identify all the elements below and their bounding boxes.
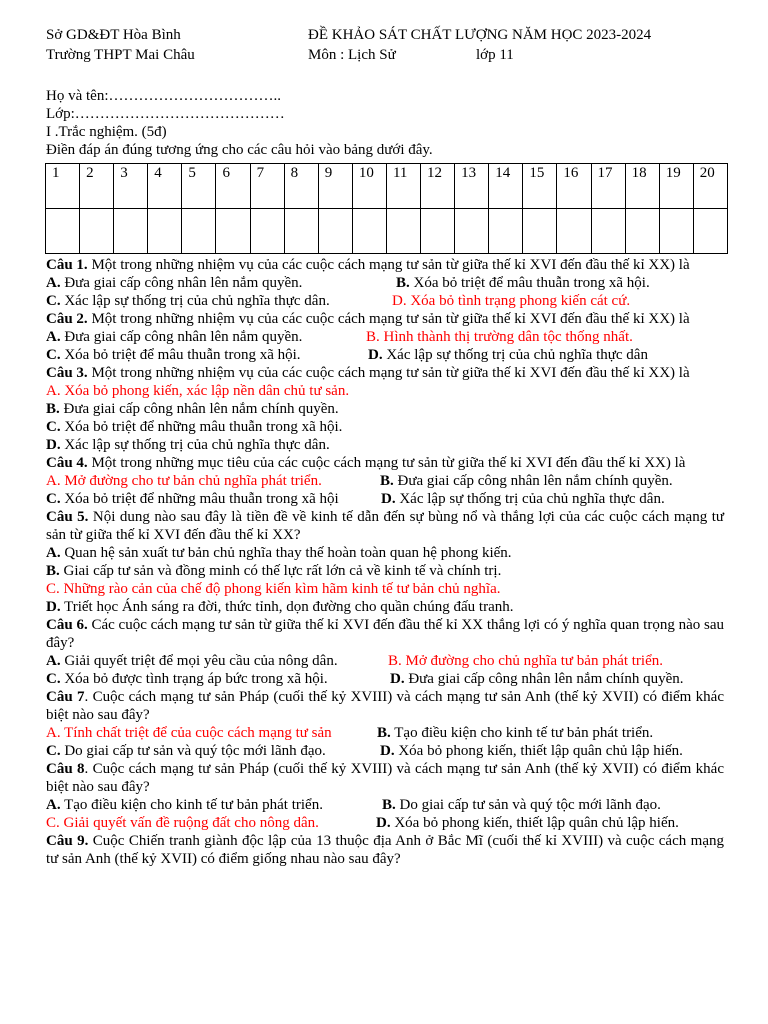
option-text: Xóa bỏ triệt để mâu thuẫn trong xã hội. xyxy=(60,347,301,363)
answer-grid-answer-cell[interactable] xyxy=(557,209,591,254)
question-text: Cuộc Chiến tranh giành độc lập của 13 thuộc địa Anh ở Bắc Mĩ (cuối thế kỉ XVIII) và cuộc cách mạng tư sản Anh (thế kỷ XVII) có điểm giống nhau nào sau đây? xyxy=(46,833,724,867)
option-letter: D. xyxy=(46,599,61,615)
answer-option xyxy=(46,599,514,615)
answer-grid-answer-cell[interactable] xyxy=(182,209,216,254)
answer-option xyxy=(381,490,665,508)
question-block xyxy=(46,760,724,832)
option-text: Triết học Ánh sáng ra đời, thức tỉnh, dọn đường cho quần chúng đấu tranh. xyxy=(60,599,514,615)
question-stem xyxy=(46,454,724,472)
answer-option xyxy=(46,815,319,831)
answer-option xyxy=(380,742,683,760)
answer-grid-number-cell: 17 xyxy=(591,164,625,209)
option-letter: C. xyxy=(46,743,61,759)
answer-option xyxy=(368,346,648,364)
option-text: Hình thành thị trường dân tộc thống nhất. xyxy=(379,329,633,345)
option-line xyxy=(46,814,724,832)
answer-option xyxy=(382,796,661,814)
option-text: Xóa bỏ phong kiến, thiết lập quân chủ lập hiến. xyxy=(390,815,679,831)
answer-grid-number-cell: 15 xyxy=(523,164,557,209)
answer-option xyxy=(376,814,679,832)
option-text: Đưa giai cấp công nhân lên nắm quyền. xyxy=(60,329,303,345)
question-block xyxy=(46,364,724,454)
answer-grid-number-cell: 10 xyxy=(352,164,386,209)
question-block xyxy=(46,454,724,508)
option-letter: A. xyxy=(46,653,61,669)
option-line xyxy=(46,580,724,598)
question-block xyxy=(46,508,724,616)
answer-grid-number-cell: 20 xyxy=(693,164,727,209)
answer-grid-answer-cell[interactable] xyxy=(523,209,557,254)
answer-option xyxy=(46,383,349,399)
answer-grid-answer-cell[interactable] xyxy=(46,209,80,254)
answer-grid-answer-row xyxy=(46,209,728,254)
answer-option xyxy=(392,292,630,310)
answer-option xyxy=(46,797,323,813)
answer-grid-number-cell: 7 xyxy=(250,164,284,209)
answer-grid-answer-cell[interactable] xyxy=(148,209,182,254)
option-line xyxy=(46,436,724,454)
option-letter: B. xyxy=(380,473,394,489)
answer-grid-number-cell: 16 xyxy=(557,164,591,209)
question-stem xyxy=(46,832,724,868)
question-text: Nội dung nào sau đây là tiền đề về kinh tế dẫn đến sự bùng nổ và thắng lợi của các cuộc cách mạng tư sản từ giữa thế kỉ XVI đến đầu thế kỉ XX? xyxy=(46,509,724,543)
question-label: Câu 9. xyxy=(46,833,89,849)
grid-instruction: Điền đáp án đúng tương ứng cho các câu hỏi vào bảng dưới đây. xyxy=(46,142,433,158)
question-block xyxy=(46,616,724,688)
option-text: Mở đường cho chủ nghĩa tư bản phát triển. xyxy=(401,653,664,669)
answer-grid-answer-cell[interactable] xyxy=(625,209,659,254)
answer-grid-answer-cell[interactable] xyxy=(318,209,352,254)
answer-option xyxy=(396,274,650,292)
answer-grid-number-cell: 2 xyxy=(80,164,114,209)
option-text: Giai cấp tư sản và đồng minh có thế lực rất lớn cả về kinh tế và chính trị. xyxy=(59,563,502,579)
option-line xyxy=(46,490,724,508)
answer-option xyxy=(377,724,653,742)
question-label: Câu 3. xyxy=(46,365,88,381)
answer-grid-answer-cell[interactable] xyxy=(421,209,455,254)
answer-grid-number-cell: 3 xyxy=(114,164,148,209)
option-text: Giải quyết triệt để mọi yêu cầu của nông dân. xyxy=(60,653,338,669)
exam-title: ĐỀ KHẢO SÁT CHẤT LƯỢNG NĂM HỌC 2023-2024 xyxy=(308,27,652,43)
question-stem xyxy=(46,364,724,382)
question-label: Câu 7 xyxy=(46,689,85,705)
answer-grid-number-cell: 13 xyxy=(455,164,489,209)
answer-grid-answer-cell[interactable] xyxy=(80,209,114,254)
option-text: Đưa giai cấp công nhân lên nắm chính quyền. xyxy=(393,473,673,489)
question-stem xyxy=(46,616,724,652)
answer-grid-answer-cell[interactable] xyxy=(693,209,727,254)
option-letter: D. xyxy=(390,671,405,687)
option-text: Tính chất triệt để của cuộc cách mạng tư sản xyxy=(60,725,332,741)
answer-grid-answer-cell[interactable] xyxy=(455,209,489,254)
answer-grid xyxy=(45,163,728,254)
subject-name: Môn : Lịch Sử xyxy=(308,47,396,63)
option-line xyxy=(46,274,724,292)
answer-option xyxy=(46,293,330,309)
student-class-line: Lớp:…………………………………… xyxy=(46,106,285,122)
question-stem xyxy=(46,760,724,796)
answer-grid-answer-cell[interactable] xyxy=(284,209,318,254)
option-letter: C. xyxy=(46,815,60,831)
answer-grid-answer-cell[interactable] xyxy=(352,209,386,254)
section-title: I .Trắc nghiệm. (5đ) xyxy=(46,124,167,140)
question-block xyxy=(46,688,724,760)
answer-option xyxy=(46,275,302,291)
answer-grid-number-cell: 6 xyxy=(216,164,250,209)
grade-label: lớp 11 xyxy=(476,47,514,63)
option-letter: D. xyxy=(376,815,391,831)
option-line xyxy=(46,346,724,364)
option-line xyxy=(46,670,724,688)
answer-option xyxy=(46,563,501,579)
answer-option xyxy=(46,545,512,561)
option-line xyxy=(46,598,724,616)
option-text: Xóa bỏ triệt để những mâu thuẫn trong xã hội. xyxy=(60,419,343,435)
question-block xyxy=(46,256,724,310)
option-text: Do giai cấp tư sản và quý tộc mới lãnh đạo. xyxy=(395,797,661,813)
question-label: Câu 8 xyxy=(46,761,85,777)
option-letter: C. xyxy=(46,581,60,597)
option-text: Xóa bỏ tình trạng phong kiến cát cứ. xyxy=(406,293,631,309)
option-text: Xác lập sự thống trị của chủ nghĩa thực dân. xyxy=(60,437,330,453)
option-letter: B. xyxy=(382,797,396,813)
question-text: Một trong những nhiệm vụ của các cuộc cách mạng tư sản từ giữa thế kỉ XVI đến đầu thế kỉ XX) là xyxy=(87,311,690,327)
answer-grid-answer-cell[interactable] xyxy=(489,209,523,254)
option-letter: A. xyxy=(46,797,61,813)
option-line xyxy=(46,382,724,400)
option-letter: B. xyxy=(46,401,60,417)
option-line xyxy=(46,472,724,490)
question-text: . Cuộc cách mạng tư sản Pháp (cuối thế kỷ XVIII) và cách mạng tư sản Anh (thế kỷ XVII) có điểm khác biệt nào sau đây? xyxy=(46,689,724,723)
exam-header xyxy=(46,26,736,66)
option-letter: D. xyxy=(368,347,383,363)
option-letter: D. xyxy=(392,293,407,309)
answer-option xyxy=(46,491,339,507)
option-letter: B. xyxy=(366,329,380,345)
option-letter: A. xyxy=(46,275,61,291)
option-text: Đưa giai cấp công nhân lên nắm chính quyền. xyxy=(404,671,684,687)
answer-option xyxy=(46,347,301,363)
option-letter: C. xyxy=(46,347,61,363)
option-letter: C. xyxy=(46,671,61,687)
option-line xyxy=(46,544,724,562)
option-text: Quan hệ sản xuất tư bản chủ nghĩa thay thế hoàn toàn quan hệ phong kiến. xyxy=(60,545,512,561)
option-text: Đưa giai cấp công nhân lên nắm chính quyền. xyxy=(59,401,339,417)
option-letter: B. xyxy=(388,653,402,669)
answer-option xyxy=(380,472,673,490)
option-letter: A. xyxy=(46,545,61,561)
option-letter: A. xyxy=(46,473,61,489)
option-text: Xác lập sự thống trị của chủ nghĩa thực dân xyxy=(382,347,648,363)
question-label: Câu 2. xyxy=(46,311,88,327)
answer-grid-number-cell: 12 xyxy=(421,164,455,209)
option-letter: B. xyxy=(396,275,410,291)
option-text: Xóa bỏ phong kiến, thiết lập quân chủ lập hiến. xyxy=(394,743,683,759)
option-letter: D. xyxy=(380,743,395,759)
answer-option xyxy=(46,581,501,597)
option-text: Giải quyết vấn đề ruộng đất cho nông dân. xyxy=(59,815,319,831)
option-line xyxy=(46,418,724,436)
option-line xyxy=(46,328,724,346)
answer-option xyxy=(46,419,342,435)
answer-grid-answer-cell[interactable] xyxy=(114,209,148,254)
option-letter: A. xyxy=(46,725,61,741)
option-text: Xác lập sự thống trị của chủ nghĩa thực dân. xyxy=(395,491,665,507)
option-line xyxy=(46,652,724,670)
option-text: Những rào cản của chế độ phong kiến kìm hãm kinh tế tư bản chủ nghĩa. xyxy=(59,581,501,597)
option-text: Mở đường cho tư bản chủ nghĩa phát triển. xyxy=(60,473,322,489)
option-line xyxy=(46,796,724,814)
answer-grid-number-cell: 9 xyxy=(318,164,352,209)
answer-grid-answer-cell[interactable] xyxy=(386,209,420,254)
answer-option xyxy=(46,671,328,687)
answer-grid-answer-cell[interactable] xyxy=(659,209,693,254)
answer-grid-number-cell: 14 xyxy=(489,164,523,209)
answer-grid-number-cell: 8 xyxy=(284,164,318,209)
option-line xyxy=(46,742,724,760)
option-text: Xóa bỏ triệt để mâu thuẫn trong xã hội. xyxy=(409,275,650,291)
question-text: . Cuộc cách mạng tư sản Pháp (cuối thế kỷ XVIII) và cách mạng tư sản Anh (thế kỷ XVII) có điểm khác biệt nào sau đây? xyxy=(46,761,724,795)
question-label: Câu 4. xyxy=(46,455,88,471)
option-text: Do giai cấp tư sản và quý tộc mới lãnh đạo. xyxy=(60,743,326,759)
option-letter: B. xyxy=(377,725,391,741)
school-name: Trường THPT Mai Châu xyxy=(46,47,195,63)
answer-grid-number-cell: 5 xyxy=(182,164,216,209)
student-info xyxy=(46,87,736,159)
option-text: Xóa bỏ được tình trạng áp bức trong xã hội. xyxy=(60,671,328,687)
option-line xyxy=(46,562,724,580)
answer-option xyxy=(366,328,633,346)
question-label: Câu 1. xyxy=(46,257,88,273)
question-stem xyxy=(46,256,724,274)
option-letter: C. xyxy=(46,491,61,507)
question-block xyxy=(46,832,724,868)
option-text: Xác lập sự thống trị của chủ nghĩa thực dân. xyxy=(60,293,330,309)
question-label: Câu 6. xyxy=(46,617,88,633)
option-line xyxy=(46,400,724,418)
answer-option xyxy=(46,437,330,453)
option-letter: B. xyxy=(46,563,60,579)
option-letter: A. xyxy=(46,383,61,399)
answer-option xyxy=(46,653,338,669)
answer-option xyxy=(388,652,663,670)
answer-option xyxy=(46,473,322,489)
option-letter: C. xyxy=(46,293,61,309)
question-text: Một trong những nhiệm vụ của các cuộc cách mạng tư sản từ giữa thế kỉ XVI đến đầu thế kỉ XX) là xyxy=(87,365,690,381)
question-stem xyxy=(46,508,724,544)
answer-option xyxy=(390,670,683,688)
department-name: Sở GD&ĐT Hòa Bình xyxy=(46,27,181,43)
answer-grid-number-row xyxy=(46,164,728,209)
answer-grid-number-cell: 4 xyxy=(148,164,182,209)
answer-grid-answer-cell[interactable] xyxy=(250,209,284,254)
answer-grid-answer-cell[interactable] xyxy=(216,209,250,254)
option-text: Tạo điều kiện cho kinh tế tư bản phát triển. xyxy=(390,725,654,741)
question-stem xyxy=(46,310,724,328)
question-text: Một trong những nhiệm vụ của các cuộc cách mạng tư sản từ giữa thế kỉ XVI đến đầu thế kỉ XX) là xyxy=(87,257,690,273)
option-letter: D. xyxy=(46,437,61,453)
question-text: Các cuộc cách mạng tư sản từ giữa thế kỉ XVI đến đầu thế kỉ XX thắng lợi có ý nghĩa quan trọng nào sau đây? xyxy=(46,617,724,651)
question-label: Câu 5. xyxy=(46,509,89,525)
option-text: Xóa bỏ phong kiến, xác lập nền dân chủ tư sản. xyxy=(60,383,350,399)
question-text: Một trong những mục tiêu của các cuộc cách mạng tư sản từ giữa thế kỉ XVI đến đầu thế kỉ XX) là xyxy=(87,455,686,471)
option-line xyxy=(46,724,724,742)
option-text: Đưa giai cấp công nhân lên nắm quyền. xyxy=(60,275,303,291)
answer-grid-number-cell: 18 xyxy=(625,164,659,209)
answer-grid-answer-cell[interactable] xyxy=(591,209,625,254)
answer-grid-number-cell: 11 xyxy=(386,164,420,209)
answer-grid-number-cell: 19 xyxy=(659,164,693,209)
question-list xyxy=(46,256,724,868)
answer-option xyxy=(46,401,339,417)
option-letter: D. xyxy=(381,491,396,507)
question-stem xyxy=(46,688,724,724)
student-name-line: Họ và tên:…………………………….. xyxy=(46,88,281,104)
question-block xyxy=(46,310,724,364)
option-text: Xóa bỏ triệt để những mâu thuẫn trong xã hội xyxy=(60,491,339,507)
option-letter: A. xyxy=(46,329,61,345)
option-letter: C. xyxy=(46,419,61,435)
answer-grid-number-cell: 1 xyxy=(46,164,80,209)
answer-option xyxy=(46,743,326,759)
answer-option xyxy=(46,329,302,345)
option-line xyxy=(46,292,724,310)
option-text: Tạo điều kiện cho kinh tế tư bản phát triển. xyxy=(60,797,323,813)
answer-option xyxy=(46,725,332,741)
